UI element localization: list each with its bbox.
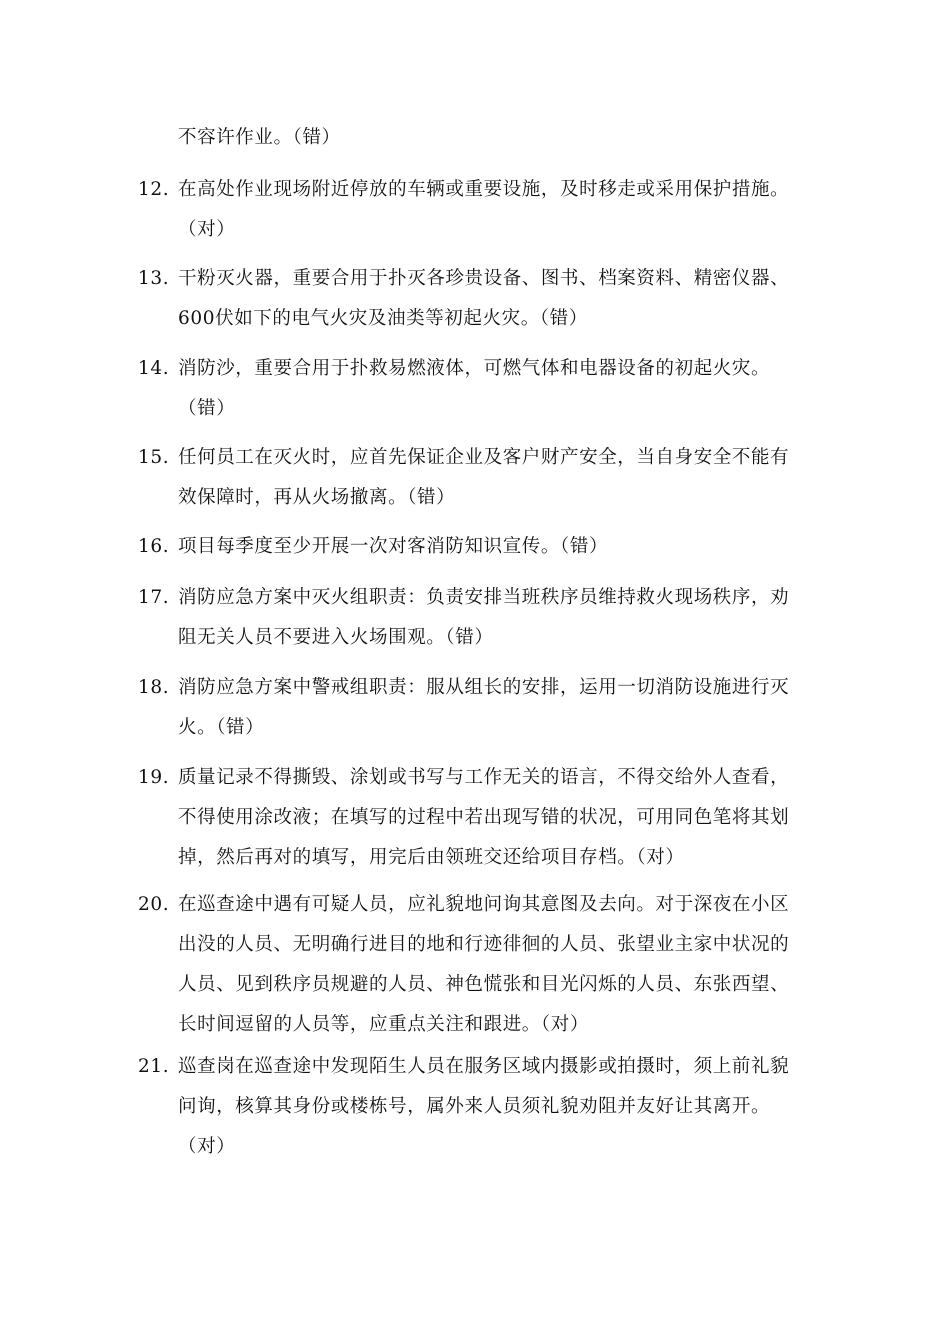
item-line: 不容许作业。（错）	[178, 127, 341, 148]
item-number: 15.	[138, 447, 170, 468]
item-line: 人员、见到秩序员规避的人员、神色慌张和目光闪烁的人员、东张西望、	[178, 974, 790, 995]
item-line: 在巡查途中遇有可疑人员，应礼貌地问询其意图及去向。对于深夜在小区	[178, 894, 790, 915]
list-item	[138, 527, 818, 567]
list-item	[138, 578, 818, 658]
list-item	[138, 170, 818, 250]
item-line: 消防沙，重要合用于扑救易燃液体，可燃气体和电器设备的初起火灾。	[178, 358, 771, 379]
item-line: 不得使用涂改液；在填写的过程中若出现写错的状况，可用同色笔将其划	[178, 807, 790, 828]
list-item	[138, 118, 818, 158]
list-item	[138, 259, 818, 339]
list-item	[138, 349, 818, 429]
item-text	[178, 885, 818, 1045]
item-text	[178, 170, 818, 250]
item-line: 出没的人员、无明确行进目的地和行迹徘徊的人员、张望业主家中状况的	[178, 934, 790, 955]
item-line: 火。（错）	[178, 717, 265, 738]
item-text	[178, 118, 818, 158]
item-line: （对）	[178, 1136, 236, 1157]
item-line: 效保障时，再从火场撤离。（错）	[178, 487, 456, 508]
item-text	[178, 668, 818, 748]
item-line: 在高处作业现场附近停放的车辆或重要设施，及时移走或采用保护措施。	[178, 179, 790, 200]
item-number: 17.	[138, 587, 170, 608]
item-line: 干粉灭火器，重要合用于扑灭各珍贵设备、图书、档案资料、精密仪器、	[178, 268, 790, 289]
list-item	[138, 758, 818, 878]
list-item	[138, 438, 818, 518]
item-line: （对）	[178, 219, 236, 240]
item-line: 问询，核算其身份或楼栋号，属外来人员须礼貌劝阻并友好让其离开。	[178, 1096, 771, 1117]
item-number: 20.	[138, 894, 170, 915]
item-line: 掉，然后再对的填写，用完后由领班交还给项目存档。（对）	[178, 847, 685, 868]
list-item	[138, 668, 818, 748]
item-text	[178, 578, 818, 658]
list-item	[138, 1047, 818, 1167]
item-text	[178, 1047, 818, 1167]
item-number: 13.	[138, 268, 170, 289]
item-line: 项目每季度至少开展一次对客消防知识宣传。（错）	[178, 536, 609, 557]
item-line: 消防应急方案中警戒组职责：服从组长的安排，运用一切消防设施进行灭	[178, 677, 790, 698]
item-number: 12.	[138, 179, 170, 200]
item-number: 16.	[138, 536, 170, 557]
item-line: 质量记录不得撕毁、涂划或书写与工作无关的语言，不得交给外人查看，	[178, 767, 790, 788]
item-number: 19.	[138, 767, 170, 788]
item-line: 消防应急方案中灭火组职责：负责安排当班秩序员维持救火现场秩序，劝	[178, 587, 790, 608]
item-line: 长时间逗留的人员等，应重点关注和跟进。（对）	[178, 1014, 589, 1035]
list-item	[138, 885, 818, 1045]
item-text	[178, 349, 818, 429]
item-text	[178, 259, 818, 339]
item-text	[178, 438, 818, 518]
item-line: 600伏如下的电气火灾及油类等初起火灾。（错）	[178, 308, 588, 329]
item-number: 18.	[138, 677, 170, 698]
item-text	[178, 758, 818, 878]
item-text	[178, 527, 818, 567]
item-line: 任何员工在灭火时，应首先保证企业及客户财产安全，当自身安全不能有	[178, 447, 790, 468]
item-number: 14.	[138, 358, 170, 379]
item-line: 阻无关人员不要进入火场围观。（错）	[178, 627, 494, 648]
item-line: （错）	[178, 398, 236, 419]
item-line: 巡查岗在巡查途中发现陌生人员在服务区域内摄影或拍摄时，须上前礼貌	[178, 1056, 790, 1077]
item-number: 21.	[138, 1056, 170, 1077]
